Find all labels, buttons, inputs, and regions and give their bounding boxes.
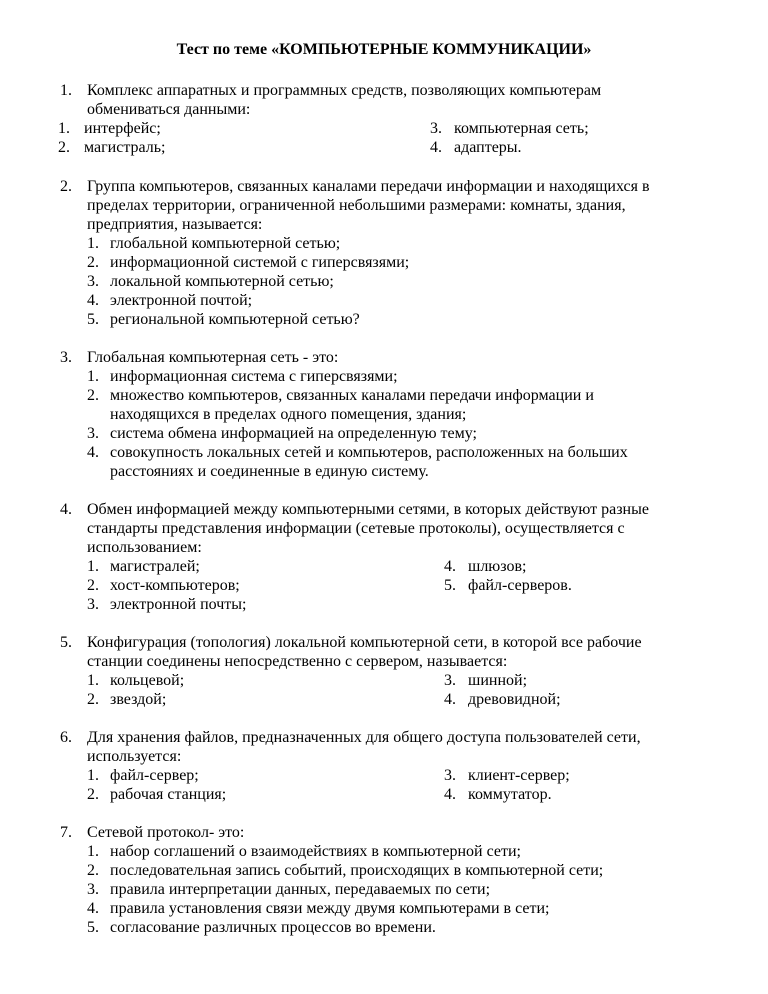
option-text: последовательная запись событий, происходящих в компьютерной сети; xyxy=(110,862,604,879)
option-number: 2. xyxy=(87,862,99,879)
question-text: Обмен информацией между компьютерными сетями, в которых действуют разные xyxy=(87,501,649,518)
question-number: 6. xyxy=(60,729,72,746)
option-text: коммутатор. xyxy=(468,786,552,803)
option-text: интерфейс; xyxy=(84,120,161,137)
option-text: расстояниях и соединенные в единую систему. xyxy=(110,463,429,480)
option-text: кольцевой; xyxy=(110,672,185,689)
option-text: древовидной; xyxy=(468,691,561,708)
option-number: 4. xyxy=(444,786,456,803)
option-number: 3. xyxy=(430,120,442,137)
option-number: 1. xyxy=(87,235,99,252)
option-text: электронной почты; xyxy=(110,596,247,613)
option-text: файл-сервер; xyxy=(110,767,199,784)
option-number: 3. xyxy=(87,596,99,613)
option-text: рабочая станция; xyxy=(110,786,227,803)
option-text: система обмена информацией на определенную тему; xyxy=(110,425,477,442)
option-text: магистралей; xyxy=(110,558,200,575)
option-text: информационная система с гиперсвязями; xyxy=(110,368,398,385)
question-text: предприятия, называется: xyxy=(87,216,263,233)
option-number: 4. xyxy=(87,292,99,309)
option-text: множество компьютеров, связанных каналами передачи информации и xyxy=(110,387,594,404)
option-number: 4. xyxy=(430,139,442,156)
option-text: адаптеры. xyxy=(454,139,522,156)
question-text: использованием: xyxy=(87,539,202,556)
option-text: совокупность локальных сетей и компьютеров, расположенных на больших xyxy=(110,444,628,461)
option-number: 2. xyxy=(87,254,99,271)
option-number: 3. xyxy=(87,881,99,898)
option-number: 3. xyxy=(444,767,456,784)
option-number: 2. xyxy=(87,691,99,708)
option-number: 2. xyxy=(58,139,70,156)
question-number: 1. xyxy=(60,82,72,99)
option-number: 2. xyxy=(87,577,99,594)
option-number: 1. xyxy=(87,672,99,689)
option-number: 5. xyxy=(87,311,99,328)
option-text: магистраль; xyxy=(84,139,166,156)
option-text: компьютерная сеть; xyxy=(454,120,589,137)
question-text: Конфигурация (топология) локальной компьютерной сети, в которой все рабочие xyxy=(87,634,642,651)
option-number: 5. xyxy=(87,919,99,936)
question-text: Комплекс аппаратных и программных средств, позволяющих компьютерам xyxy=(87,82,602,99)
option-number: 3. xyxy=(87,273,99,290)
option-number: 4. xyxy=(444,558,456,575)
option-number: 1. xyxy=(87,843,99,860)
option-number: 4. xyxy=(444,691,456,708)
question-text: пределах территории, ограниченной небольшими размерами: комнаты, здания, xyxy=(87,197,626,214)
option-text: правила интерпретации данных, передаваемых по сети; xyxy=(110,881,491,898)
question-number: 2. xyxy=(60,178,72,195)
option-text: локальной компьютерной сетью; xyxy=(110,273,334,290)
option-number: 3. xyxy=(87,425,99,442)
option-number: 2. xyxy=(87,786,99,803)
option-number: 4. xyxy=(87,900,99,917)
option-text: глобальной компьютерной сетью; xyxy=(110,235,341,252)
question-text: Глобальная компьютерная сеть - это: xyxy=(87,349,339,366)
question-text: Группа компьютеров, связанных каналами передачи информации и находящихся в xyxy=(87,178,650,195)
option-text: информационной системой с гиперсвязями; xyxy=(110,254,410,271)
option-number: 1. xyxy=(87,368,99,385)
option-text: набор соглашений о взаимодействиях в компьютерной сети; xyxy=(110,843,521,860)
option-text: региональной компьютерной сетью? xyxy=(110,311,360,328)
option-text: шлюзов; xyxy=(468,558,527,575)
question-text: используется: xyxy=(87,748,182,765)
option-number: 1. xyxy=(87,767,99,784)
question-number: 4. xyxy=(60,501,72,518)
page-title: Тест по теме «КОМПЬЮТЕРНЫЕ КОММУНИКАЦИИ» xyxy=(176,41,592,58)
question-number: 5. xyxy=(60,634,72,651)
option-text: электронной почтой; xyxy=(110,292,253,309)
option-number: 5. xyxy=(444,577,456,594)
option-number: 4. xyxy=(87,444,99,461)
question-text: станции соединены непосредственно с сервером, называется: xyxy=(87,653,508,670)
option-number: 1. xyxy=(87,558,99,575)
option-text: шинной; xyxy=(468,672,528,689)
option-text: звездой; xyxy=(110,691,167,708)
option-text: находящихся в пределах одного помещения, здания; xyxy=(110,406,467,423)
question-text: Для хранения файлов, предназначенных для общего доступа пользователей сети, xyxy=(87,729,641,746)
question-text: Сетевой протокол- это: xyxy=(87,824,245,841)
question-number: 7. xyxy=(60,824,72,841)
option-text: клиент-сервер; xyxy=(468,767,570,784)
question-text: стандарты представления информации (сетевые протоколы), осуществляется с xyxy=(87,520,625,537)
option-number: 2. xyxy=(87,387,99,404)
question-number: 3. xyxy=(60,349,72,366)
option-number: 3. xyxy=(444,672,456,689)
question-text: обмениваться данными: xyxy=(87,101,251,118)
option-number: 1. xyxy=(58,120,70,137)
option-text: правила установления связи между двумя компьютерами в сети; xyxy=(110,900,550,917)
option-text: файл-серверов. xyxy=(468,577,572,594)
option-text: согласование различных процессов во времени. xyxy=(110,919,436,936)
option-text: хост-компьютеров; xyxy=(110,577,240,594)
